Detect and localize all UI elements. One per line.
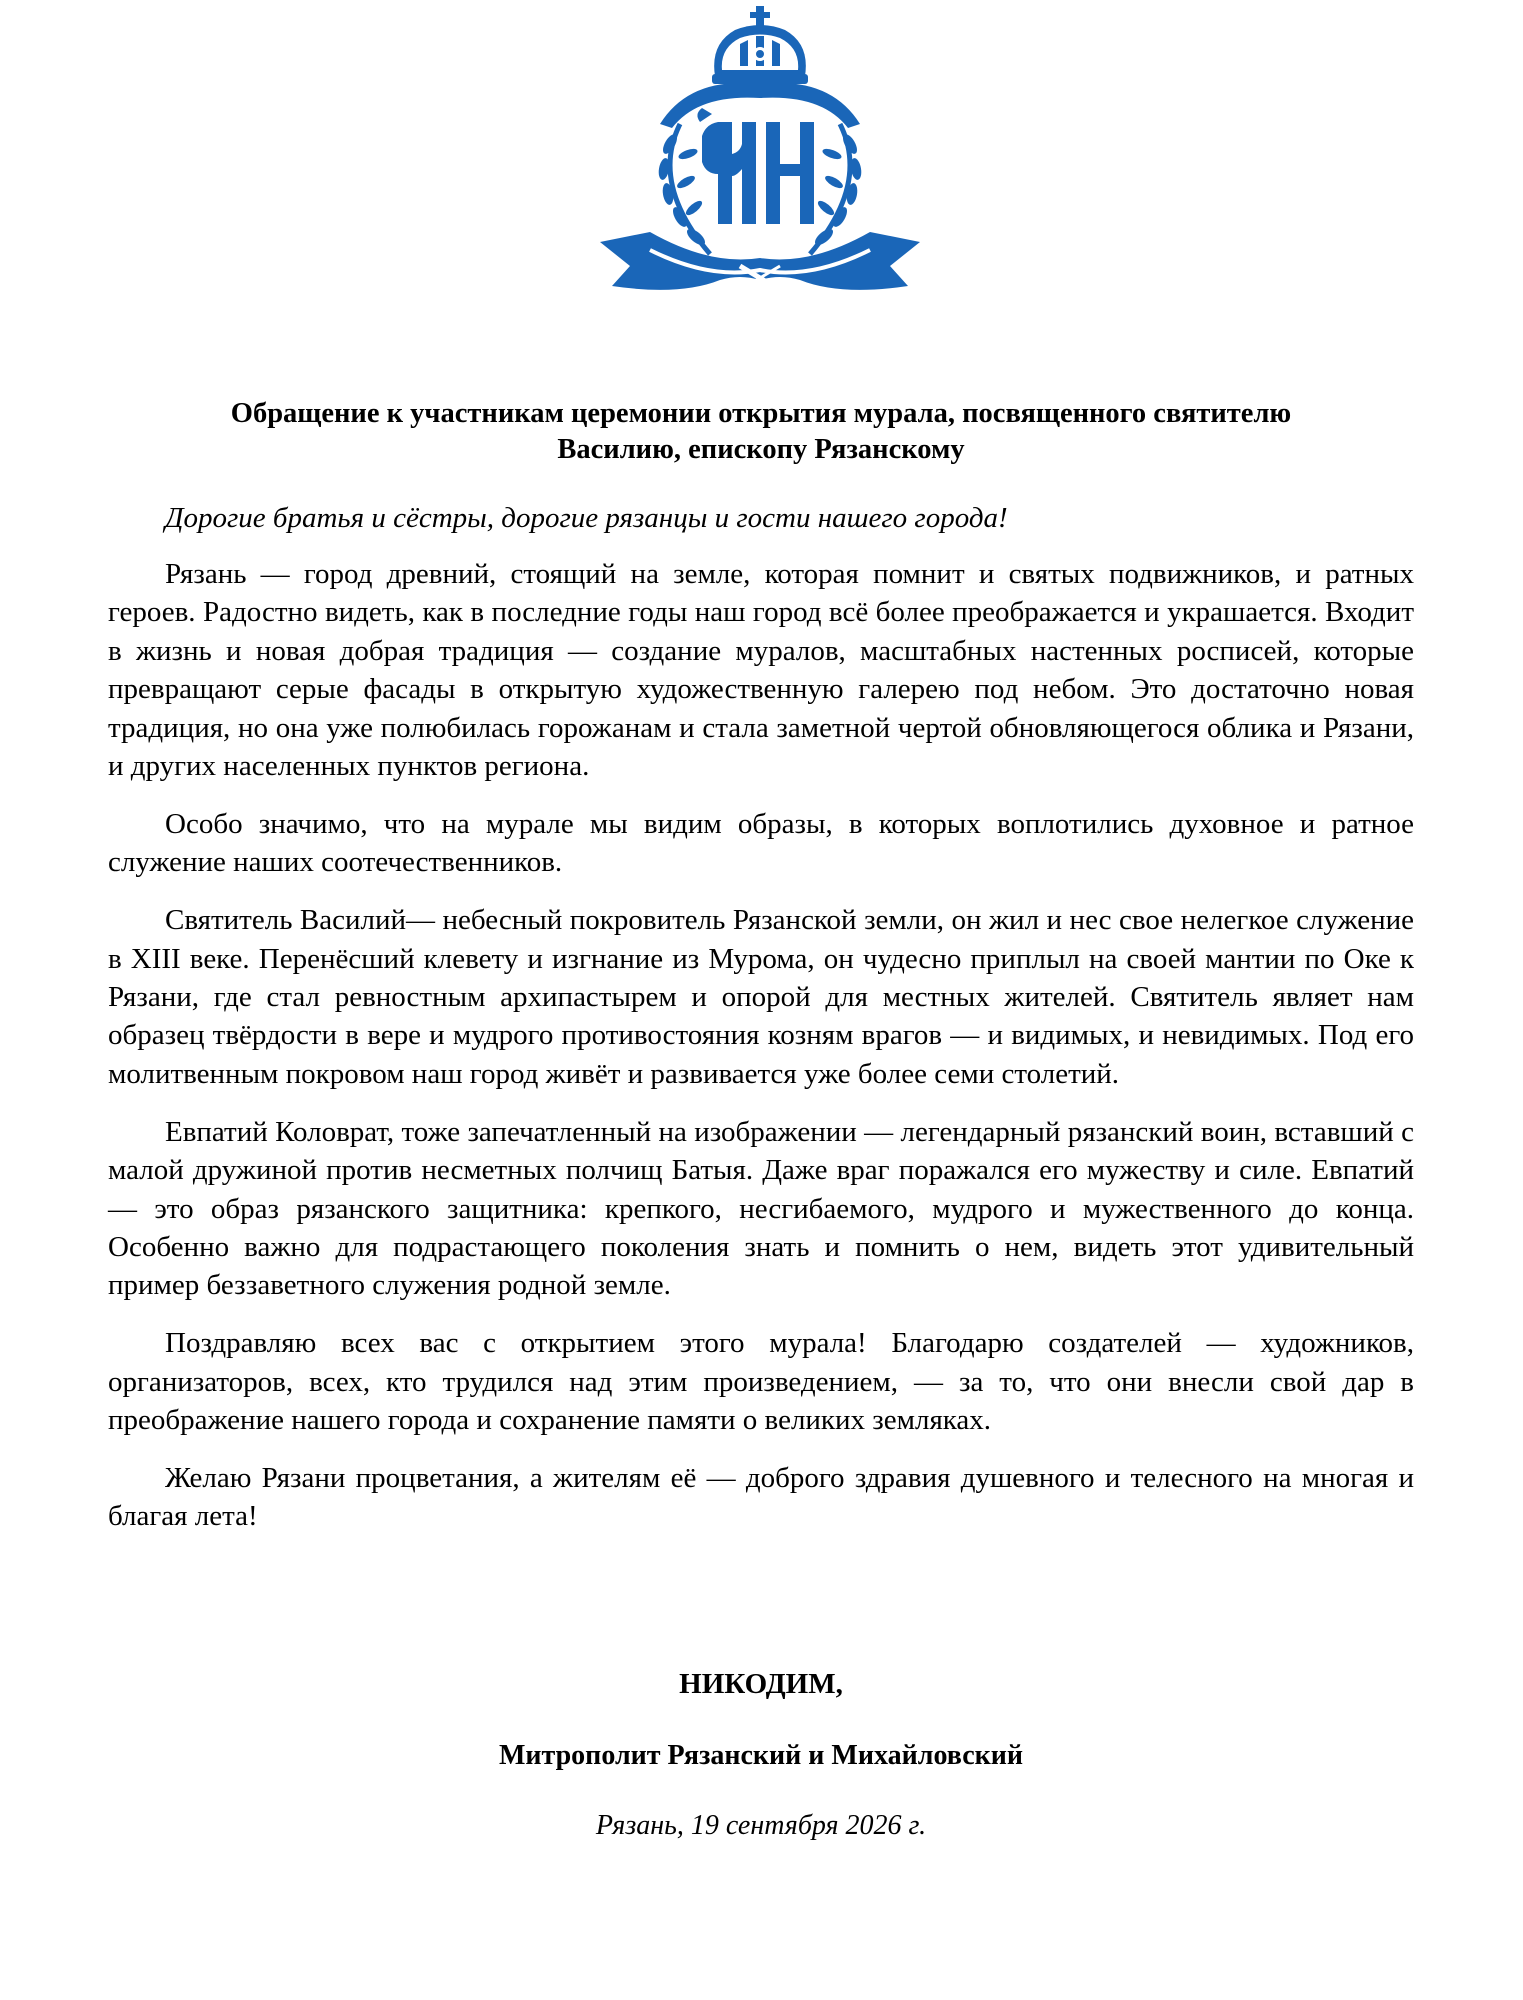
paragraph-1: Рязань — город древний, стоящий на земле, которая помнит и святых подвижников, и ратных героев. Радостно видеть, как в последние годы наш город всё более преображается и украшается. Входит в жизнь и новая добрая традиция — создание муралов, масштабных настенных росписей, которые превращают серые фасады в открытую художественную галерею под небом. Это достаточно новая традиция, но она уже полюбилась горожанам и стала заметной чертой обновляющегося облика и Рязани, и других населенных пунктов региона. <box>108 558 1414 783</box>
signature-block <box>108 1666 1414 1844</box>
diocese-emblem-icon <box>590 4 930 299</box>
paragraph-4: Евпатий Коловрат, тоже запечатленный на изображении — легендарный рязанский воин, вставший с малой дружиной против несметных полчищ Батыя. Даже враг поражался его мужеству и силе. Евпатий — это образ рязанского защитника: крепкого, несгибаемого, мудрого и мужественного до конца. Особенно важно для подрастающего поколения знать и помнить о нем, видеть этот удивительный пример беззаветного служения родной земле. <box>108 1115 1414 1302</box>
title-line-2: Василию, епископу Рязанскому <box>557 434 965 465</box>
place-date: Рязань, 19 сентября 2026 г. <box>595 1810 927 1841</box>
greeting: Дорогие братья и сёстры, дорогие рязанцы и гости нашего города! <box>165 502 1008 534</box>
title-line-1: Обращение к участникам церемонии открытия мурала, посвященного святителю <box>230 398 1292 429</box>
signatory-title: Митрополит Рязанский и Михайловский <box>498 1740 1024 1771</box>
paragraph-5: Поздравляю всех вас с открытием этого мурала! Благодарю создателей — художников, организаторов, всех, кто трудился над этим произведением, — за то, что они внесли свой дар в преображение нашего города и сохранение памяти о великих земляках. <box>108 1327 1414 1437</box>
document-title <box>108 396 1414 468</box>
letter-body <box>108 555 1414 1555</box>
signatory-name: НИКОДИМ, <box>679 1668 843 1700</box>
paragraph-2: Особо значимо, что на мурале мы видим образы, в которых воплотились духовное и ратное служение наших соотечественников. <box>108 807 1414 879</box>
paragraph-6: Желаю Рязани процветания, а жителям её — доброго здравия душевного и телесного на многая и благая лета! <box>108 1462 1414 1533</box>
paragraph-3: Святитель Василий— небесный покровитель Рязанской земли, он жил и нес свое нелегкое служение в XIII веке. Перенёсший клевету и изгнание из Мурома, он чудесно приплыл на своей мантии по Оке к Рязани, где стал ревностным архипастырем и опорой для местных жителей. Святитель являет нам образец твёрдости в вере и мудрого противостояния козням врагов — и видимых, и невидимых. Под его молитвенным покровом наш город живёт и развивается уже более семи столетий. <box>108 904 1414 1090</box>
